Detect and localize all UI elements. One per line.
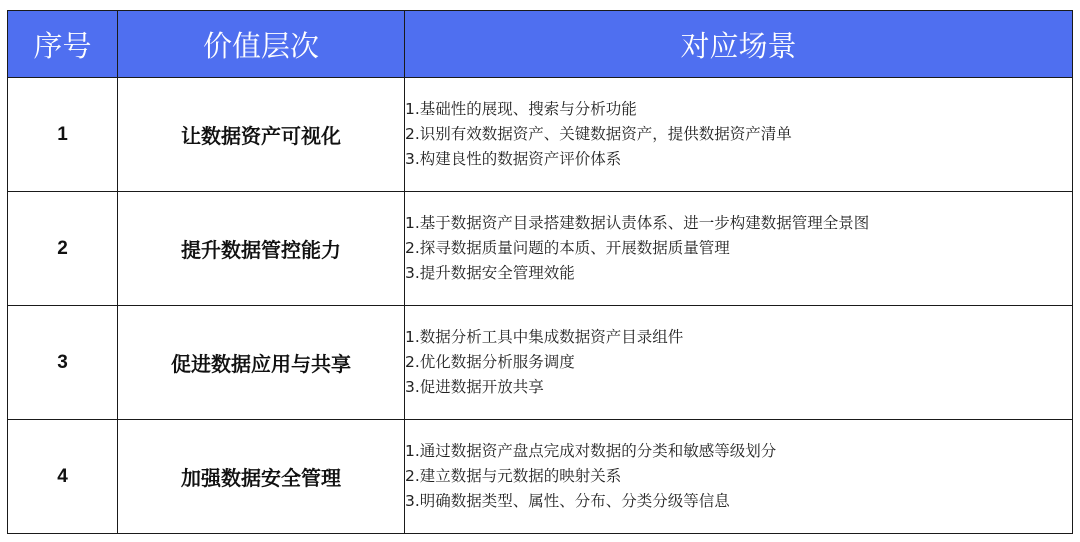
row-index: 4 xyxy=(8,420,118,534)
scenario-line: 2.优化数据分析服务调度 xyxy=(405,353,575,371)
table-row xyxy=(8,192,1073,306)
scenario-line: 3.提升数据安全管理效能 xyxy=(405,264,575,282)
scenario-line: 2.探寻数据质量问题的本质、开展数据质量管理 xyxy=(405,239,730,257)
row-scenarios xyxy=(405,78,1073,192)
scenario-line: 2.建立数据与元数据的映射关系 xyxy=(405,467,622,485)
row-scenarios xyxy=(405,420,1073,534)
value-table-container xyxy=(7,10,1072,534)
header-index: 序号 xyxy=(8,11,118,78)
scenario-line: 3.明确数据类型、属性、分布、分类分级等信息 xyxy=(405,492,730,510)
row-scenarios xyxy=(405,306,1073,420)
header-value-level: 价值层次 xyxy=(118,11,405,78)
scenario-line: 1.数据分析工具中集成数据资产目录组件 xyxy=(405,328,684,346)
table-header-row xyxy=(8,11,1073,78)
table-row xyxy=(8,420,1073,534)
row-value-level: 提升数据管控能力 xyxy=(118,192,405,306)
header-scenario: 对应场景 xyxy=(405,11,1073,78)
scenario-line: 1.基于数据资产目录搭建数据认责体系、进一步构建数据管理全景图 xyxy=(405,214,870,232)
scenario-line: 3.促进数据开放共享 xyxy=(405,378,544,396)
row-value-level: 促进数据应用与共享 xyxy=(118,306,405,420)
scenario-line: 1.基础性的展现、搜索与分析功能 xyxy=(405,100,637,118)
value-level-table xyxy=(7,10,1073,534)
scenario-line: 1.通过数据资产盘点完成对数据的分类和敏感等级划分 xyxy=(405,442,777,460)
table-row xyxy=(8,78,1073,192)
scenario-line: 2.识别有效数据资产、关键数据资产，提供数据资产清单 xyxy=(405,125,792,143)
scenario-line: 3.构建良性的数据资产评价体系 xyxy=(405,150,622,168)
row-value-level: 加强数据安全管理 xyxy=(118,420,405,534)
row-index: 2 xyxy=(8,192,118,306)
row-value-level: 让数据资产可视化 xyxy=(118,78,405,192)
row-index: 1 xyxy=(8,78,118,192)
table-row xyxy=(8,306,1073,420)
row-scenarios xyxy=(405,192,1073,306)
row-index: 3 xyxy=(8,306,118,420)
